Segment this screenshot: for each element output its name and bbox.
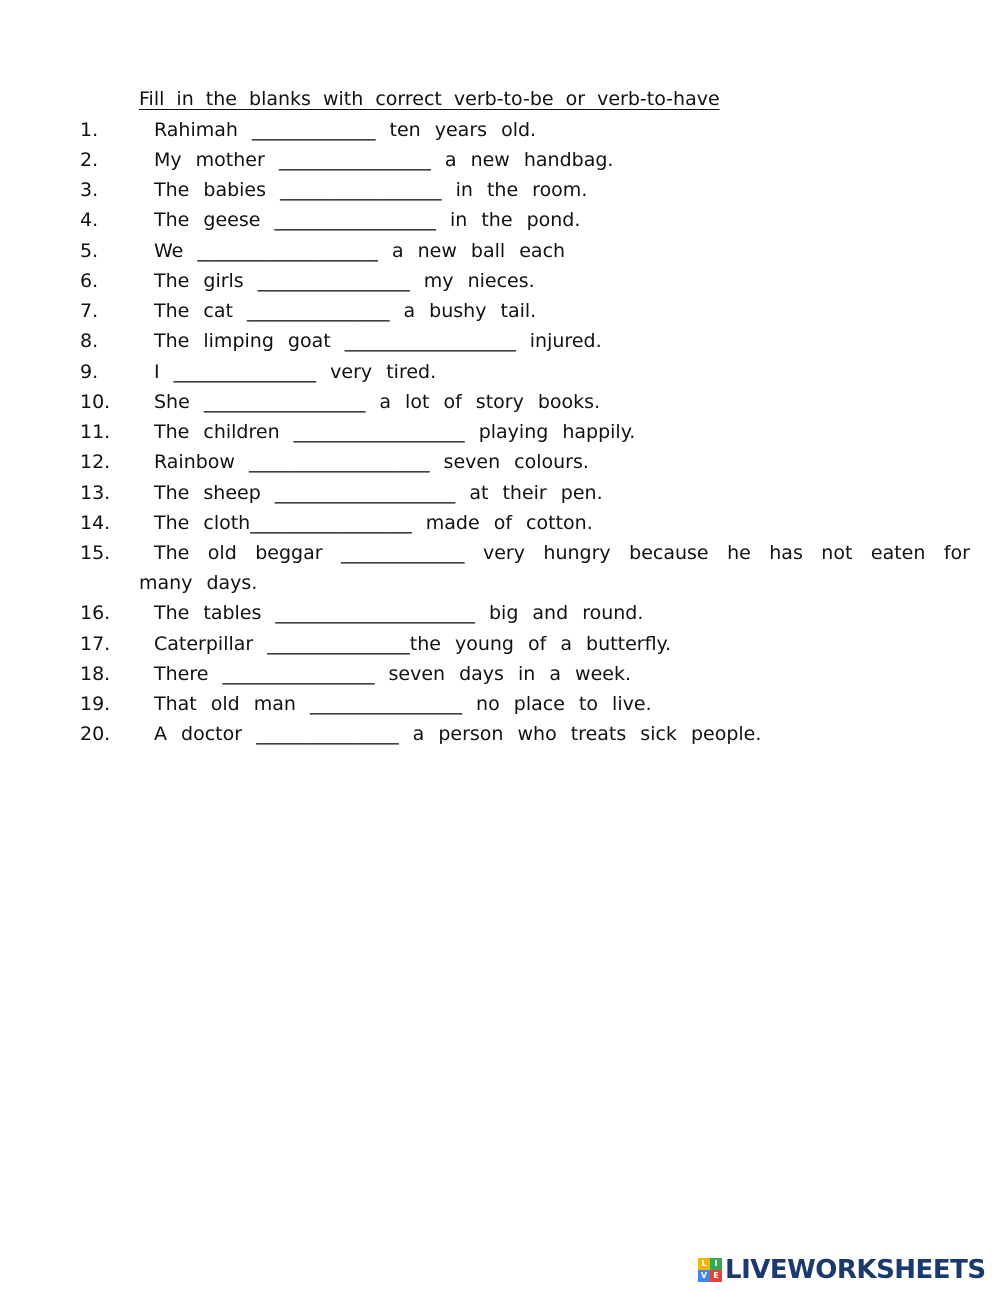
question-number: 17. [80, 633, 111, 655]
worksheet-title: Fill in the blanks with correct verb-to-be or verb-to-have [139, 88, 720, 110]
logo-mark-letter: V [698, 1270, 710, 1282]
question-item [0, 693, 1000, 723]
question-item [0, 421, 1000, 451]
question-text: I _______________ very tired. [154, 361, 437, 383]
question-item [0, 451, 1000, 481]
question-number: 10. [80, 391, 111, 413]
question-number: 9. [80, 361, 99, 383]
question-text: There ________________ seven days in a week. [154, 663, 631, 685]
question-number: 5. [80, 240, 99, 262]
question-text: The sheep ___________________ at their pen. [154, 482, 603, 504]
question-text: The tables _____________________ big and round. [154, 602, 644, 624]
question-number: 6. [80, 270, 99, 292]
question-number: 16. [80, 602, 111, 624]
question-item [0, 633, 1000, 663]
question-item [0, 663, 1000, 693]
question-item [0, 209, 1000, 239]
logo-text: LIVEWORKSHEETS [725, 1255, 986, 1285]
liveworksheets-logo[interactable] [698, 1255, 986, 1285]
question-number: 8. [80, 330, 99, 352]
question-text: We ___________________ a new ball each [154, 240, 566, 262]
logo-mark-icon [698, 1258, 722, 1282]
question-item [0, 391, 1000, 421]
question-item [0, 330, 1000, 360]
question-item [0, 240, 1000, 270]
question-item [0, 723, 1000, 753]
question-text: The geese _________________ in the pond. [154, 209, 581, 231]
question-item [0, 270, 1000, 300]
question-item [0, 179, 1000, 209]
question-number: 7. [80, 300, 99, 322]
question-item [0, 542, 1000, 572]
question-number: 2. [80, 149, 99, 171]
question-text: The cloth_________________ made of cotton. [154, 512, 593, 534]
question-text: The limping goat __________________ injured. [154, 330, 602, 352]
question-item [0, 119, 1000, 149]
question-number: 14. [80, 512, 111, 534]
question-number: 15. [80, 542, 111, 564]
question-item [0, 512, 1000, 542]
question-text: A doctor _______________ a person who treats sick people. [154, 723, 762, 745]
question-continuation: many days. [139, 572, 258, 594]
question-number: 19. [80, 693, 111, 715]
question-number: 4. [80, 209, 99, 231]
question-number: 1. [80, 119, 99, 141]
question-text: That old man ________________ no place to live. [154, 693, 652, 715]
question-number: 3. [80, 179, 99, 201]
question-text: The children __________________ playing happily. [154, 421, 636, 443]
question-text: The babies _________________ in the room. [154, 179, 588, 201]
question-text: The old beggar _____________ very hungry because he has not eaten for [154, 542, 970, 564]
question-text: The cat _______________ a bushy tail. [154, 300, 537, 322]
question-item [0, 482, 1000, 512]
question-item [0, 602, 1000, 632]
question-text: Caterpillar _______________the young of a butterfly. [154, 633, 672, 655]
question-text: Rainbow ___________________ seven colours. [154, 451, 589, 473]
question-item [0, 149, 1000, 179]
question-number: 18. [80, 663, 111, 685]
question-text: Rahimah _____________ ten years old. [154, 119, 537, 141]
question-number: 20. [80, 723, 111, 745]
question-text: She _________________ a lot of story books. [154, 391, 601, 413]
logo-mark-letter: E [710, 1270, 722, 1282]
question-text: My mother ________________ a new handbag. [154, 149, 614, 171]
question-item [0, 300, 1000, 330]
question-text: The girls ________________ my nieces. [154, 270, 535, 292]
logo-mark-letter: I [710, 1258, 722, 1270]
question-number: 11. [80, 421, 111, 443]
question-number: 12. [80, 451, 111, 473]
question-item [0, 361, 1000, 391]
logo-mark-letter: L [698, 1258, 710, 1270]
question-number: 13. [80, 482, 111, 504]
